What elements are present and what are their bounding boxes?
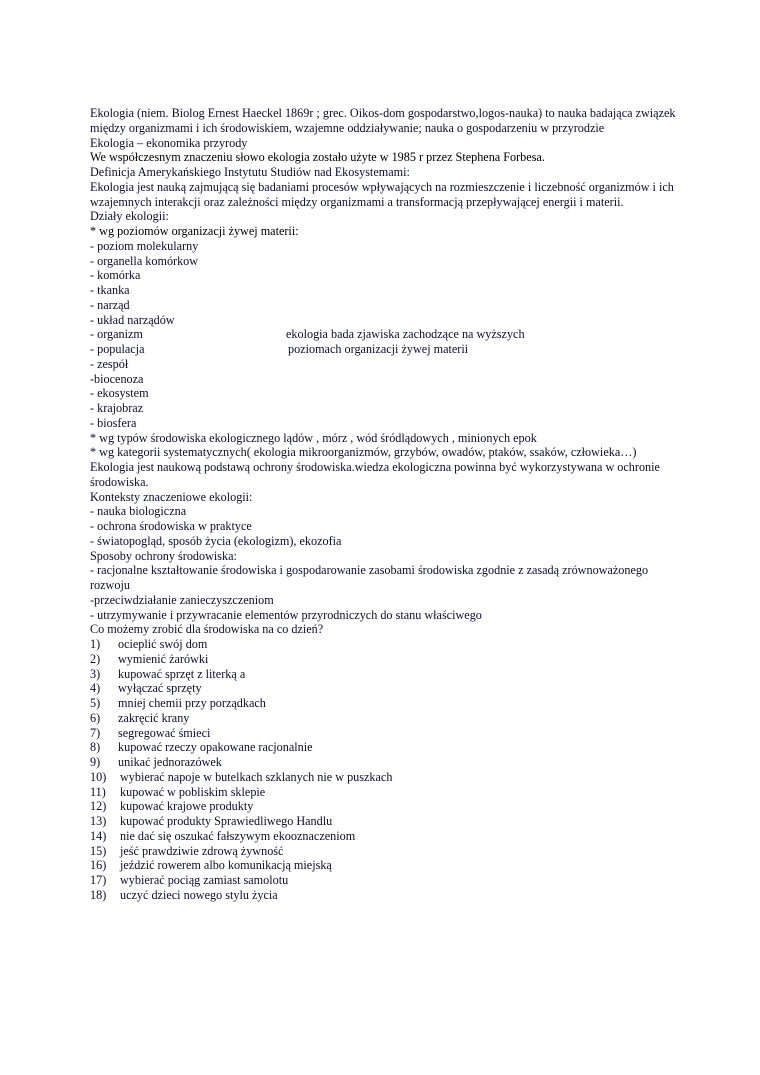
level-item: - populacja: [90, 342, 145, 356]
list-number: 2): [90, 651, 101, 666]
ecology-basis-paragraph: Ekologia jest naukową podstawą ochrony środowiska.wiedza ekologiczna powinna być wykorzystywana w ochronie środowiska.: [90, 460, 660, 489]
context-item: - światopogląd, sposób życia (ekologizm), ekozofia: [90, 533, 342, 548]
list-number: 8): [90, 740, 101, 755]
daily-action-item: [90, 681, 690, 696]
list-number: 4): [90, 681, 101, 696]
daily-action-item: [90, 711, 690, 726]
level-item: -biocenoza: [90, 371, 144, 386]
bullet-environment-types: * wg typów środowiska ekologicznego lądów , mórz , wód śródlądowych , minionych epok: [90, 430, 537, 445]
list-text: jeść prawdziwie zdrową żywność: [120, 843, 284, 858]
list-text: kupować w pobliskim sklepie: [120, 784, 266, 799]
daily-action-item: [90, 696, 690, 711]
subtitle-line: Ekologia – ekonomika przyrody: [90, 135, 248, 150]
level-item: - układ narządów: [90, 312, 175, 327]
list-number: 16): [90, 858, 107, 873]
history-line: We współczesnym znaczeniu słowo ekologia zostało użyte w 1985 r przez Stephena Forbesa.: [90, 150, 545, 165]
level-item: - narząd: [90, 297, 130, 312]
list-text: mniej chemii przy porządkach: [118, 696, 266, 710]
daily-action-item: [90, 652, 690, 667]
list-text: uczyć dzieci nowego stylu życia: [120, 887, 278, 902]
list-text: ocieplić swój dom: [118, 637, 208, 651]
daily-action-item: [90, 726, 690, 741]
list-number: 6): [90, 710, 101, 725]
list-text: segregować śmieci: [118, 725, 211, 740]
daily-action-item: [90, 770, 690, 785]
list-number: 9): [90, 755, 101, 769]
protection-item: - utrzymywanie i przywracanie elementów przyrodniczych do stanu właściwego: [90, 607, 482, 622]
daily-action-item: [90, 873, 690, 888]
daily-action-item: [90, 814, 690, 829]
list-text: zakręcić krany: [118, 710, 190, 725]
daily-action-item: [90, 858, 690, 873]
protection-item: -przeciwdziałanie zanieczyszczeniom: [90, 592, 274, 607]
level-item: - poziom molekularny: [90, 238, 199, 253]
level-row-with-note: [90, 342, 690, 357]
list-number: 11): [90, 784, 106, 799]
context-item: - nauka biologiczna: [90, 504, 187, 519]
level-item: - krajobraz: [90, 401, 144, 415]
list-number: 13): [90, 814, 107, 828]
protection-item: - racjonalne kształtowanie środowiska i gospodarowanie zasobami środowiska zgodnie z zasadą zrównoważonego rozwoju: [90, 563, 649, 592]
list-number: 1): [90, 637, 101, 651]
daily-action-item: [90, 799, 690, 814]
list-text: unikać jednorazówek: [118, 755, 222, 769]
list-number: 7): [90, 725, 101, 740]
daily-action-item: [90, 740, 690, 755]
list-number: 12): [90, 799, 107, 814]
bullet-systematic-categories: * wg kategorii systematycznych( ekologia mikroorganizmów, grzybów, owadów, ptaków, ssaków, człowieka…): [90, 445, 637, 460]
contexts-heading: Konteksty znaczeniowe ekologii:: [90, 489, 253, 504]
list-number: 10): [90, 769, 107, 784]
definition-paragraph: Ekologia jest nauką zajmującą się badaniami procesów wpływających na rozmieszczenie i liczebność organizmów i ich wzajemnych interakcji oraz zależności między organizmami a transformacją przepływającej energii i materii.: [90, 179, 674, 209]
list-number: 18): [90, 887, 107, 902]
list-text: kupować krajowe produkty: [120, 799, 254, 814]
level-item: - komórka: [90, 268, 141, 283]
level-note: ekologia bada zjawiska zachodzące na wyższych: [286, 327, 525, 342]
list-text: jeździć rowerem albo komunikacją miejską: [120, 858, 332, 873]
list-number: 15): [90, 843, 107, 858]
list-text: kupować sprzęt z literką a: [118, 666, 246, 681]
daily-action-item: [90, 637, 690, 652]
list-number: 17): [90, 873, 107, 887]
list-number: 3): [90, 666, 101, 681]
definition-heading: Definicja Amerykańskiego Instytutu Studiów nad Ekosystemami:: [90, 165, 410, 179]
daily-action-item: [90, 785, 690, 800]
context-item: - ochrona środowiska w praktyce: [90, 519, 252, 533]
levels-heading: * wg poziomów organizacji żywej materii:: [90, 224, 299, 238]
list-text: kupować rzeczy opakowane racjonalnie: [118, 740, 313, 755]
list-text: wybierać napoje w butelkach szklanych nie w puszkach: [120, 769, 393, 784]
level-item: - biosfera: [90, 415, 137, 430]
daily-action-item: [90, 667, 690, 682]
list-text: kupować produkty Sprawiedliwego Handlu: [120, 814, 333, 828]
list-number: 14): [90, 828, 107, 843]
list-number: 5): [90, 696, 101, 710]
level-item: - organella komórkow: [90, 253, 199, 268]
level-item: - zespół: [90, 356, 129, 371]
daily-actions-list: [90, 637, 690, 903]
daily-heading: Co możemy zrobić dla środowiska na co dzień?: [90, 622, 324, 637]
daily-action-item: [90, 755, 690, 770]
branches-heading: Działy ekologii:: [90, 209, 169, 224]
daily-action-item: [90, 829, 690, 844]
level-note: poziomach organizacji żywej materii: [288, 342, 469, 356]
intro-paragraph: Ekologia (niem. Biolog Ernest Haeckel 1869r ; grec. Oikos-dom gospodarstwo,logos-nauka) to nauka badająca związek między organizmami i ich środowiskiem, wzajemne oddziaływanie; nauka o gospodarzeniu w przyrodzie: [90, 106, 676, 135]
level-item: - tkanka: [90, 283, 130, 297]
list-text: nie dać się oszukać fałszywym ekooznaczeniom: [120, 828, 356, 843]
document-page: [90, 106, 690, 903]
daily-action-item: [90, 844, 690, 859]
level-item: - organizm: [90, 327, 143, 342]
daily-action-item: [90, 888, 690, 903]
protection-heading: Sposoby ochrony środowiska:: [90, 548, 237, 563]
list-text: wyłączać sprzęty: [118, 681, 202, 696]
level-item: - ekosystem: [90, 386, 149, 401]
list-text: wymienić żarówki: [118, 651, 209, 666]
list-text: wybierać pociąg zamiast samolotu: [120, 873, 289, 887]
level-row-with-note: [90, 327, 690, 342]
